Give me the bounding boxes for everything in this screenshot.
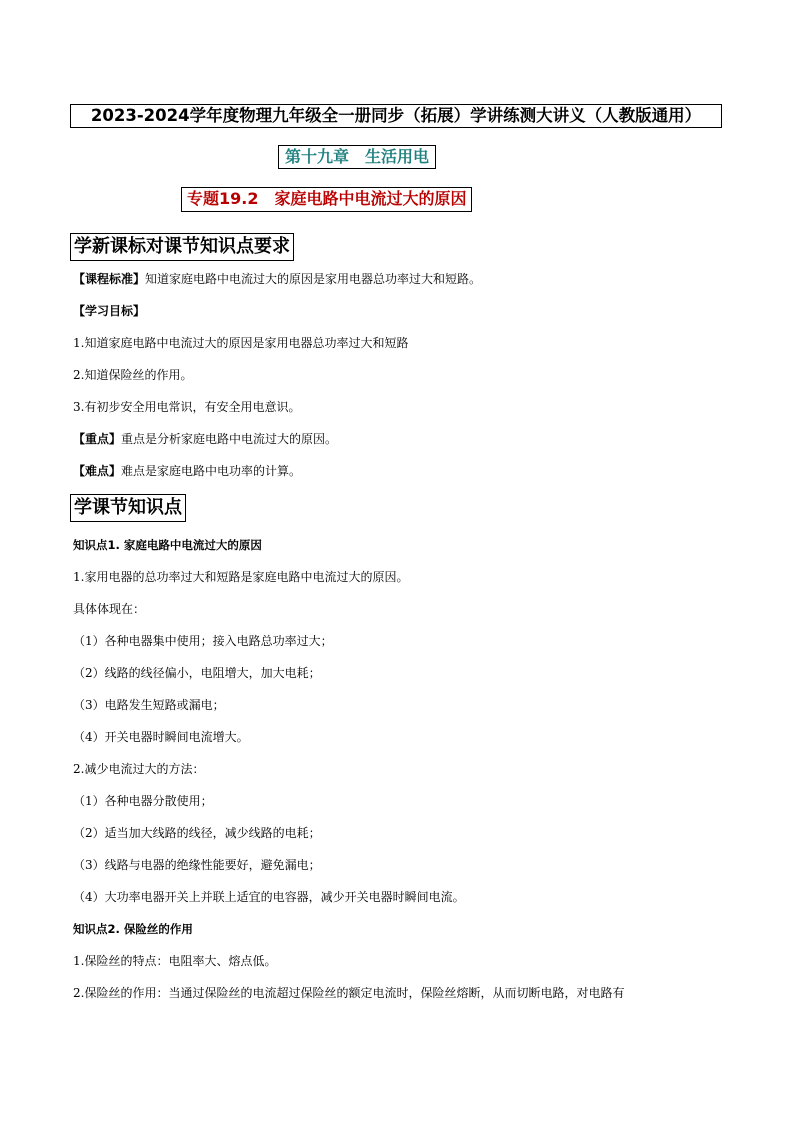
section-heading-knowledge: 学课节知识点 — [70, 494, 186, 522]
chapter-title: 第十九章 生活用电 — [278, 145, 436, 169]
kp2-line: 1.保险丝的特点：电阻率大、熔点低。 — [73, 954, 277, 968]
knowledge-point-2-title: 知识点2. 保险丝的作用 — [73, 922, 193, 936]
kp1-line: 2.减少电流过大的方法： — [73, 762, 205, 776]
kp1-line: （2）适当加大线路的线径，减少线路的电耗； — [73, 826, 321, 840]
key-point — [73, 431, 337, 447]
goals-label: 【学习目标】 — [73, 304, 146, 318]
goal-item: 1.知道家庭电路中电流过大的原因是家用电器总功率过大和短路 — [73, 336, 409, 350]
kp1-line: 具体体现在： — [73, 602, 146, 616]
key-label: 【重点】 — [73, 432, 122, 446]
document-title: 2023-2024学年度物理九年级全一册同步（拓展）学讲练测大讲义（人教版通用） — [70, 104, 722, 128]
curriculum-standard — [73, 271, 481, 287]
kp1-line: （1）各种电器分散使用； — [73, 794, 213, 808]
kp1-line: （3）电路发生短路或漏电； — [73, 698, 225, 712]
knowledge-point-1-title: 知识点1. 家庭电路中电流过大的原因 — [73, 538, 262, 552]
difficulty-text: 难点是家庭电路中电功率的计算。 — [121, 464, 302, 478]
kp1-line: （3）线路与电器的绝缘性能要好，避免漏电； — [73, 858, 321, 872]
standard-label: 【课程标准】 — [73, 272, 146, 286]
kp1-line: （4）开关电器时瞬间电流增大。 — [73, 730, 249, 744]
goal-item: 3.有初步安全用电常识，有安全用电意识。 — [73, 400, 301, 414]
difficulty-point — [73, 463, 301, 479]
section-heading-requirements: 学新课标对课节知识点要求 — [70, 233, 294, 261]
topic-title: 专题19.2 家庭电路中电流过大的原因 — [181, 187, 472, 212]
kp1-line: 1.家用电器的总功率过大和短路是家庭电路中电流过大的原因。 — [73, 570, 409, 584]
kp1-line: （4）大功率电器开关上并联上适宜的电容器，减少开关电器时瞬间电流。 — [73, 890, 465, 904]
standard-text: 知道家庭电路中电流过大的原因是家用电器总功率过大和短路。 — [145, 272, 482, 286]
kp1-line: （1）各种电器集中使用；接入电路总功率过大； — [73, 634, 333, 648]
difficulty-label: 【难点】 — [73, 464, 122, 478]
goal-item: 2.知道保险丝的作用。 — [73, 368, 193, 382]
key-text: 重点是分析家庭电路中电流过大的原因。 — [121, 432, 338, 446]
kp1-line: （2）线路的线径偏小，电阻增大，加大电耗； — [73, 666, 321, 680]
kp2-line: 2.保险丝的作用：当通过保险丝的电流超过保险丝的额定电流时，保险丝熔断，从而切断电路，对电路有 — [73, 986, 625, 1000]
